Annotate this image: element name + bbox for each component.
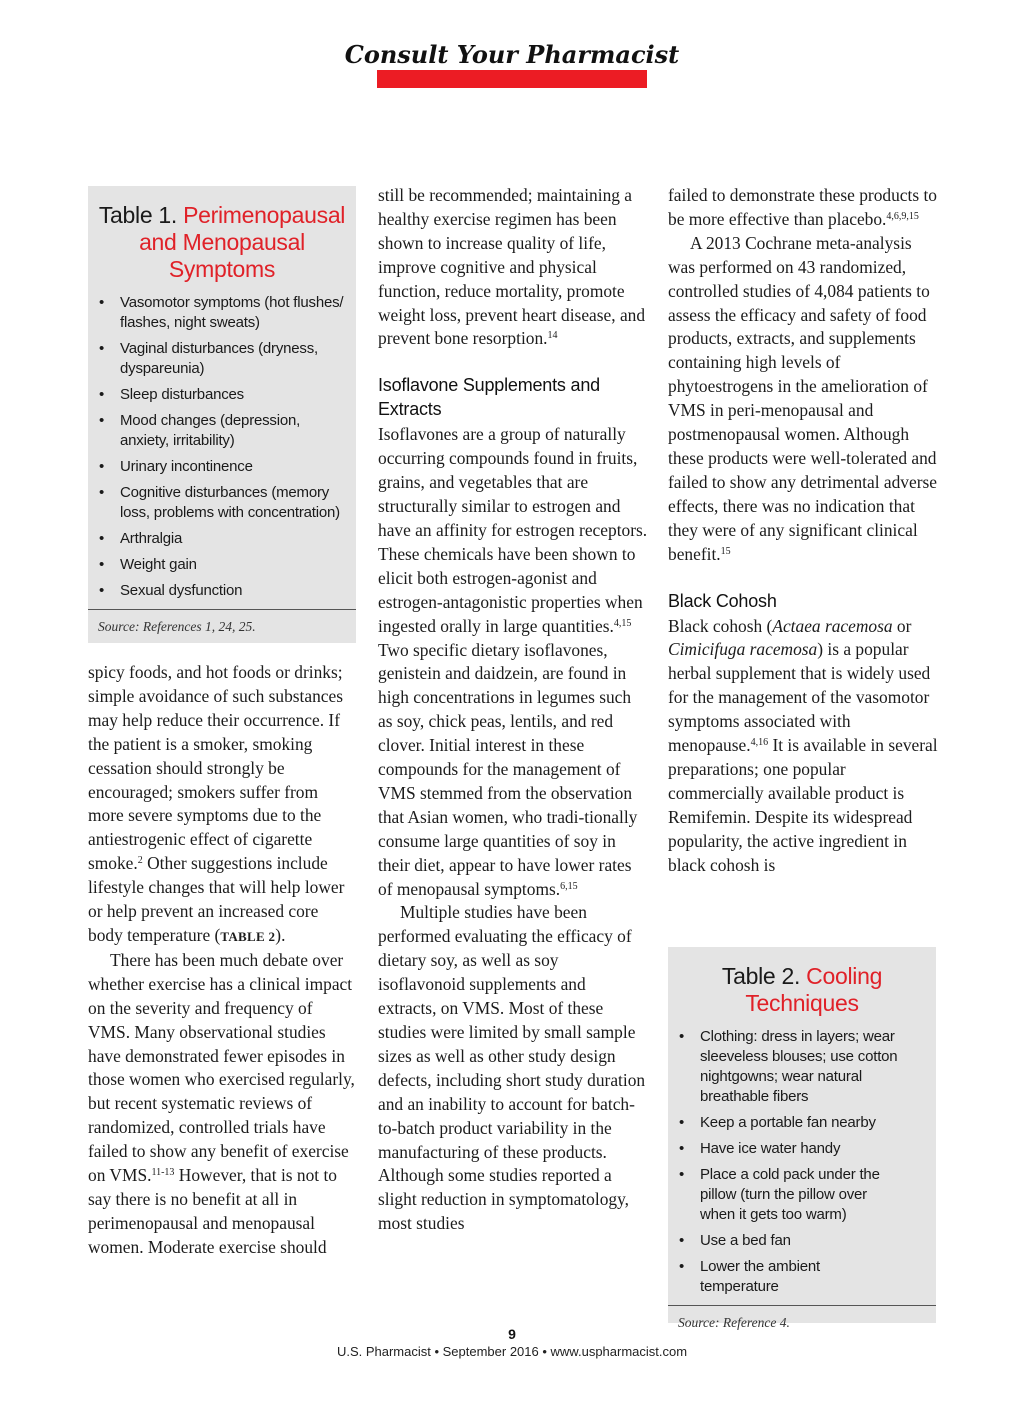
table-2-title [668, 947, 936, 1027]
list-item: • Mood changes (depression, anxiety, irritability) [99, 412, 301, 449]
table-2-heading: Cooling Techniques [745, 963, 883, 1016]
table-2-number: Table 2. [721, 963, 801, 989]
list-item: • Arthralgia [99, 530, 183, 547]
list-item: • Urinary incontinence [99, 458, 253, 475]
list-item: • Place a cold pack under the pillow (turn the pillow over when it gets too warm) [679, 1166, 880, 1223]
page-number: 9 [508, 1326, 516, 1342]
list-item: • Cognitive disturbances (memory loss, problems with concentration) [99, 484, 340, 521]
bullet-icon: • [99, 484, 105, 501]
bullet-icon: • [679, 1258, 685, 1275]
table-1-heading: Perimenopausal and Menopausal Symptoms [139, 202, 346, 282]
footer-publication-line: U.S. Pharmacist • September 2016 • www.uspharmacist.com [336, 1344, 688, 1359]
paragraph: spicy foods, and hot foods or drinks; simple avoidance of such substances may help reduce their occurrence. If the patient is a smoker, smoking cessation should strongly be encouraged; smokers suffer from more severe symptoms due to the antiestrogenic effect of cigarette smoke.$^2$ Other suggestions include lifestyle changes that will help lower or help prevent an increased core body temperature (TABLE 2). [88, 662, 345, 945]
header-accent-bar [377, 70, 647, 88]
column-3-text [668, 184, 940, 877]
bullet-icon: • [679, 1114, 685, 1131]
section-heading-isoflavone: Isoflavone Supplements and Extracts [378, 375, 600, 420]
paragraph: Multiple studies have been performed evaluating the efficacy of dietary soy, as well as soy isoflavonoid supplements and extracts, on VMS. Most of these studies were limited by small sample sizes as well as other study design defects, including short study duration and an inability to account for batch-to-batch product variability in the manufacturing of these products. Although some studies reported a slight reduction in symptomatology, most studies [378, 902, 646, 1234]
paragraph: Black cohosh (Actaea racemosa or Cimicifuga racemosa) is a popular herbal supplement that is widely used for the management of the vasomotor symptoms associated with menopause.$^{4,16}$ It is available in several preparations; one popular commercially available product is Remifemin. Despite its widespread popularity, the active ingredient in black cohosh is [668, 615, 938, 875]
running-header-title: Consult Your Pharmacist [344, 40, 680, 69]
paragraph: failed to demonstrate these products to be more effective than placebo.$^{4,6,9,15}$ [668, 185, 937, 229]
list-item: • Lower the ambient temperature [679, 1258, 821, 1295]
bullet-icon: • [99, 412, 105, 429]
paragraph: There has been much debate over whether exercise has a clinical impact on the severity and frequency of VMS. Many observational studies have demonstrated fewer episodes in those women who exercised regularly, but recent systematic reviews of randomized, controlled trials have failed to show any benefit of exercise on VMS.$^{11-13}$ However, that is not to say there is no benefit at all in perimenopausal and menopausal women. Moderate exercise should [88, 949, 355, 1257]
column-1-text [88, 661, 356, 1260]
table-1-source: Source: References 1, 24, 25. [98, 619, 256, 634]
bullet-icon: • [679, 1140, 685, 1157]
table-2-source: Source: Reference 4. [678, 1315, 790, 1330]
paragraph: Isoflavones are a group of naturally occurring compounds found in fruits, grains, and vegetables that are structurally similar to estrogen and have an affinity for estrogen receptors. These chemicals have been shown to elicit both estrogen-agonist and estrogen-antagonistic properties when ingested orally in large quantities.$^{4,15}$ Two specific dietary isoflavones, genistein and daidzein, are found in high concentrations in legumes such as soy, chick peas, lentils, and red clover. Initial interest in these compounds for the management of VMS stemmed from the observation that Asian women, who tradi-tionally consume large quantities of soy in their diet, appear to have lower rates of menopausal symptoms.$^{6,15}$ [378, 424, 648, 899]
bullet-icon: • [99, 530, 105, 547]
list-item: • Have ice water handy [679, 1140, 841, 1157]
list-item: • Keep a portable fan nearby [679, 1114, 876, 1131]
table-reference: TABLE 2 [220, 928, 276, 944]
bullet-icon: • [99, 458, 105, 475]
bullet-icon: • [99, 386, 105, 403]
table-1-title [88, 186, 356, 293]
list-item: • Use a bed fan [679, 1232, 791, 1249]
bullet-icon: • [99, 294, 105, 311]
bullet-icon: • [99, 582, 105, 599]
table-2-box [668, 947, 936, 1330]
list-item: • Weight gain [99, 556, 197, 573]
table-2-list [668, 1027, 936, 1297]
list-item: • Sexual dysfunction [99, 582, 243, 599]
table-1-box [88, 186, 356, 643]
list-item: • Sleep disturbances [99, 386, 244, 403]
bullet-icon: • [679, 1028, 685, 1045]
table-1-number: Table 1. [98, 202, 178, 228]
bullet-icon: • [679, 1232, 685, 1249]
table-1-list [88, 293, 356, 601]
bullet-icon: • [679, 1166, 685, 1183]
section-heading-black-cohosh: Black Cohosh [668, 590, 777, 611]
list-item: • Vasomotor symptoms (hot flushes/ flashes, night sweats) [99, 294, 344, 331]
list-item: • Vaginal disturbances (dryness, dyspareunia) [99, 340, 318, 377]
column-2-text [378, 184, 648, 1236]
bullet-icon: • [99, 556, 105, 573]
paragraph: A 2013 Cochrane meta-analysis was performed on 43 randomized, controlled studies of 4,084 patients to assess the efficacy and safety of food products, extracts, and supplements containing high levels of phytoestrogens in the amelioration of VMS in peri-menopausal and postmenopausal women. Although these products were well-tolerated and failed to show any detrimental adverse effects, there was no indication that they were of any significant clinical benefit.$^{15}$ [668, 232, 937, 564]
paragraph: still be recommended; maintaining a healthy exercise regimen has been shown to increase quality of life, improve cognitive and physical function, reduce mortality, promote weight loss, prevent heart disease, and prevent bone resorption.$^{14}$ [378, 185, 646, 349]
bullet-icon: • [99, 340, 105, 357]
list-item: • Clothing: dress in layers; wear sleeveless blouses; use cotton nightgowns; wear natural breathable fibers [679, 1028, 898, 1105]
